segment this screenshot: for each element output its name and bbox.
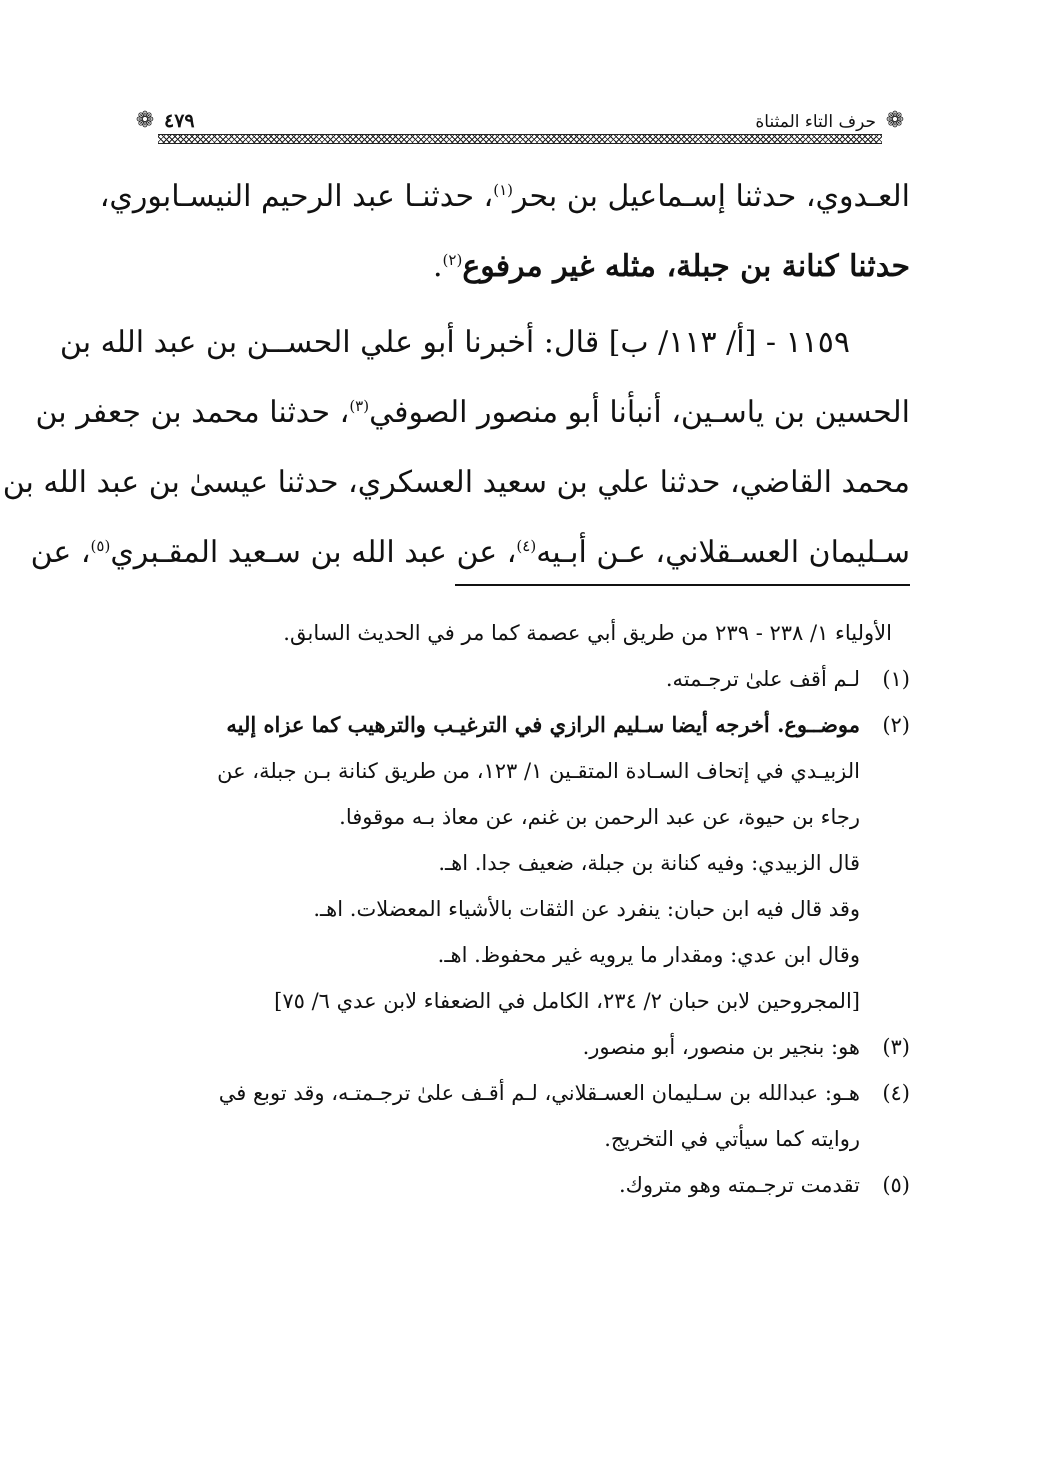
footnote-separator bbox=[455, 584, 910, 586]
text-line: العـدوي، حدثنا إسـماعيل بن بحر$^{(١)}$، حدثنـا عبد الرحيم النيسـابوري، bbox=[99, 179, 910, 214]
footnote-number: (١) bbox=[882, 667, 910, 691]
main-paragraph-1 bbox=[99, 162, 910, 302]
text-line: الحسين بن ياسـين، أنبأنا أبو منصور الصوفي$^{(٣)}$، حدثنا محمد بن جعفر بن bbox=[35, 395, 910, 430]
footnote-ref[interactable]: (٥) bbox=[90, 537, 111, 555]
text-line: سـليمان العسـقلاني، عـن أبـيه$^{(٤)}$، عن عبد الله بن سـعيد المقـبري$^{(٥)}$، عن bbox=[30, 535, 910, 570]
footnote-ref[interactable]: (٤) bbox=[516, 537, 537, 555]
header-ornamental-rule bbox=[158, 134, 882, 144]
header-ornament-left-icon: ❁ bbox=[135, 108, 155, 133]
footnote-ref[interactable]: (١) bbox=[493, 181, 513, 199]
footnote-ref[interactable]: (٢) bbox=[442, 251, 463, 269]
main-paragraph-2 bbox=[2, 308, 910, 588]
footnote-2-line: رجاء بن حيوة، عن عبد الرحمن بن غنم، عن معاذ بـه موقوفا. bbox=[339, 805, 860, 829]
footnote-1: (١) لـم أقف علىٰ ترجـمته. bbox=[130, 656, 910, 702]
footnote-number: (٤) bbox=[882, 1081, 910, 1105]
footnote-2-line: [المجروحين لابن حبان ٢/ ٢٣٤، الكامل في الضعفاء لابن عدي ٦/ ٧٥] bbox=[274, 989, 860, 1013]
footnote-5: (٥) تقدمت ترجـمته وهو متروك. bbox=[130, 1162, 910, 1208]
footnote-ref[interactable]: (٣) bbox=[349, 397, 370, 415]
footnote-carry-over: الأولياء ١/ ٢٣٨ - ٢٣٩ من طريق أبي عصمة كما مر في الحديث السابق. bbox=[283, 621, 892, 645]
footnote-2-line: وقد قال فيه ابن حبان: ينفرد عن الثقات بالأشياء المعضلات. اهـ. bbox=[313, 897, 860, 921]
text-line: حدثنا كنانة بن جبلة، مثله غير مرفوع$^{(٢)}$. bbox=[432, 249, 910, 284]
page-header bbox=[130, 100, 910, 146]
footnote-2: (٢) موضــوع. أخرجه أيضا سـليم الرازي في الترغيـب والترهيب كما عزاه إليه bbox=[130, 702, 910, 748]
chapter-title: حرف التاء المثناة bbox=[755, 112, 876, 132]
footnote-2-line: وقال ابن عدي: ومقدار ما يرويه غير محفوظ. اهـ. bbox=[437, 943, 860, 967]
text-line: ١١٥٩ - [أ/ ١١٣/ ب] قال: أخبرنا أبو علي الحســن بن عبد الله بن bbox=[59, 325, 850, 360]
footnotes bbox=[130, 610, 910, 1208]
page-number: ٤٧٩ bbox=[164, 110, 195, 132]
footnote-2-line: قال الزبيدي: وفيه كنانة بن جبلة، ضعيف جدا. اهـ. bbox=[438, 851, 860, 875]
footnote-number: (٣) bbox=[882, 1035, 910, 1059]
footnote-2-line: الزبيـدي في إتحاف السـادة المتقـين ١/ ١٢٣، من طريق كنانة بـن جبلة، عن bbox=[217, 759, 860, 783]
footnote-number: (٥) bbox=[882, 1173, 910, 1197]
footnote-number: (٢) bbox=[882, 713, 910, 737]
text-line: محمد القاضي، حدثنا علي بن سعيد العسكري، حدثنا عيسىٰ بن عبد الله بن bbox=[2, 465, 910, 500]
footnote-4-line: روايته كما سيأتي في التخريج. bbox=[604, 1127, 860, 1151]
footnote-3: (٣) هو: بنجير بن منصور، أبو منصور. bbox=[130, 1024, 910, 1070]
header-ornament-right-icon: ❁ bbox=[885, 108, 905, 133]
footnote-4: (٤) هـو: عبدالله بن سـليمان العسـقلاني، لـم أقـف علىٰ ترجـمتـه، وقد توبع في bbox=[130, 1070, 910, 1116]
